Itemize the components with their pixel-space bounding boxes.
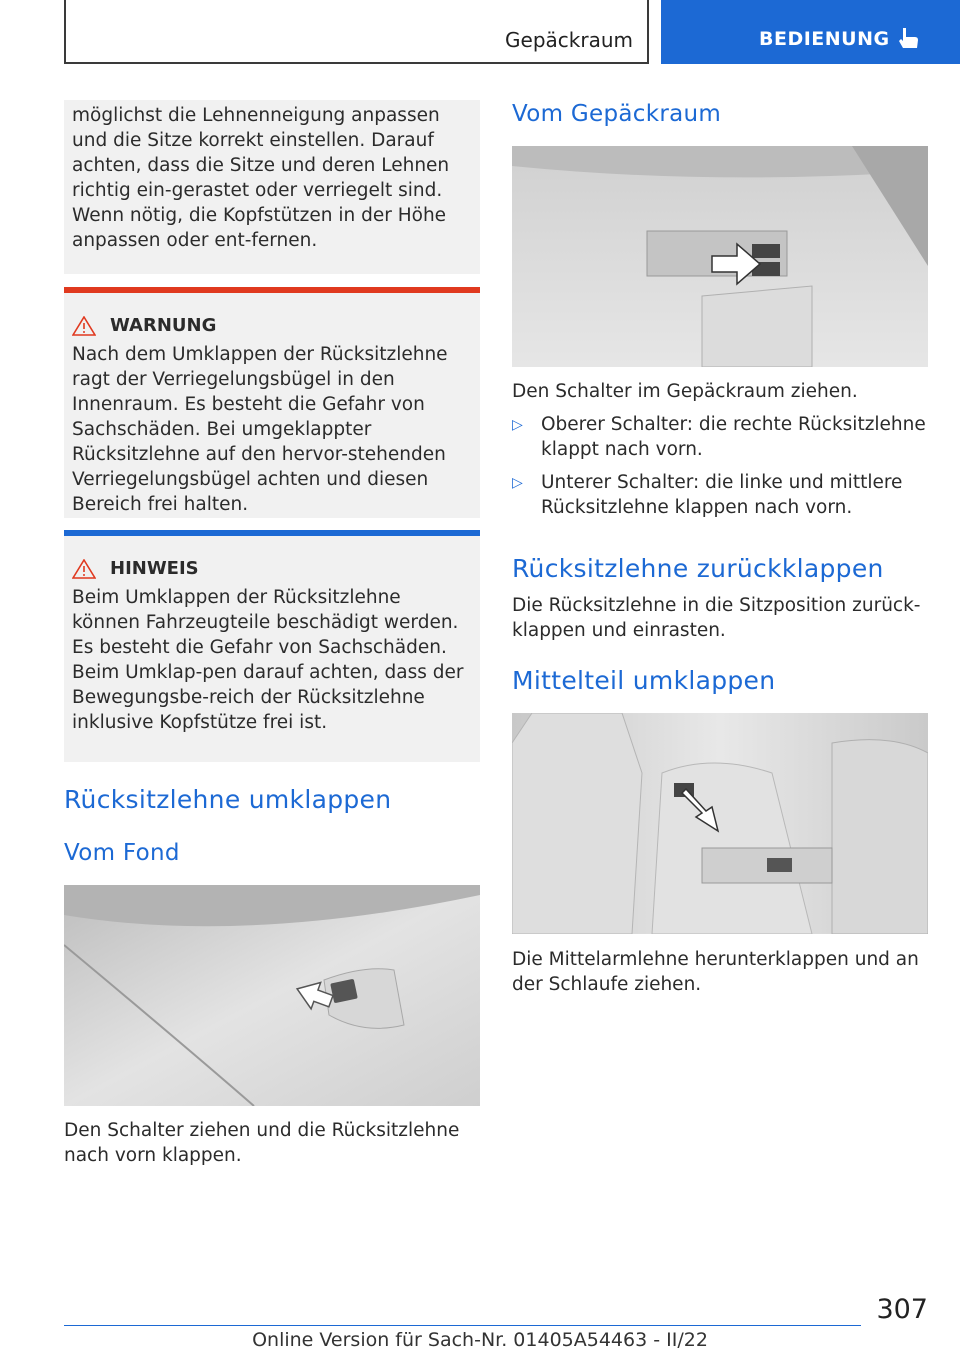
intro-paragraph: möglichst die Lehnenneigung anpassen und die Sitze korrekt einstellen. Darauf achten, dass die Sitze und deren Lehnen richtig ein-gerastet oder verriegelt sind. Wenn nötig, die Kopfstützen in der Höhe anpassen oder ent-fernen. xyxy=(72,105,450,251)
caption-rear: Den Schalter ziehen und die Rücksitzlehne nach vorn klappen. xyxy=(64,1120,460,1166)
notice-label: HINWEIS xyxy=(110,558,199,579)
intro-box xyxy=(64,100,480,274)
list-item-text: Unterer Schalter: die linke und mittlere Rücksitzlehne klappen nach vorn. xyxy=(541,472,903,518)
warning-triangle-icon xyxy=(72,316,96,336)
list-item xyxy=(512,470,928,520)
warning-triangle-icon xyxy=(72,559,96,579)
list-item xyxy=(512,412,928,462)
warning-box xyxy=(64,293,480,518)
section-title-fold: Rücksitzlehne umklappen xyxy=(64,785,392,814)
header-section-label: BEDIENUNG xyxy=(759,28,890,50)
notice-header xyxy=(72,558,472,579)
warning-text: Nach dem Umklappen der Rücksitzlehne ragt der Verriegelungsbügel in den Innenraum. Es besteht die Gefahr von Sachschäden. Bei umgeklappter Rücksitzlehne auf den hervor-stehenden Verriegelungsbügel achten und diesen Bereich frei halten. xyxy=(72,344,448,515)
page-number: 307 xyxy=(876,1294,928,1325)
photo-rear-switch xyxy=(64,885,480,1106)
subsection-title-rear: Vom Fond xyxy=(64,840,180,866)
photo-trunk-switch xyxy=(512,146,928,367)
footer-online-version: Online Version für Sach-Nr. 01405A54463 - II/22 xyxy=(252,1329,708,1351)
header-chapter-box xyxy=(64,0,649,64)
section-title-return: Rücksitzlehne zurückklappen xyxy=(512,554,884,583)
notice-box xyxy=(64,536,480,762)
return-text: Die Rücksitzlehne in die Sitzposition zurück-klappen und einrasten. xyxy=(512,595,921,641)
warning-header xyxy=(72,315,472,336)
bullet-triangle-icon: ▷ xyxy=(512,475,523,491)
list-item-text: Oberer Schalter: die rechte Rücksitzlehne klappt nach vorn. xyxy=(541,414,926,460)
footer-rule xyxy=(64,1325,861,1326)
bullet-triangle-icon: ▷ xyxy=(512,417,523,433)
header-section-tab xyxy=(661,0,960,64)
header-chapter-title: Gepäckraum xyxy=(505,28,633,52)
trunk-intro: Den Schalter im Gepäckraum ziehen. xyxy=(512,381,858,402)
warning-label: WARNUNG xyxy=(110,315,217,336)
hand-pointer-icon xyxy=(897,26,919,50)
middle-caption: Die Mittelarmlehne herunterklappen und an der Schlaufe ziehen. xyxy=(512,949,919,995)
subsection-title-trunk: Vom Gepäckraum xyxy=(512,101,722,127)
notice-text: Beim Umklappen der Rücksitzlehne können Fahrzeugteile beschädigt werden. Es besteht die Gefahr von Sachschäden. Beim Umklap-pen darauf achten, dass der Bewegungsbe-reich der Rücksitzlehne inklusive Kopfstütze frei ist. xyxy=(72,587,464,733)
photo-middle-armrest xyxy=(512,713,928,934)
section-title-middle: Mittelteil umklappen xyxy=(512,666,776,695)
trunk-switch-list xyxy=(512,412,928,528)
